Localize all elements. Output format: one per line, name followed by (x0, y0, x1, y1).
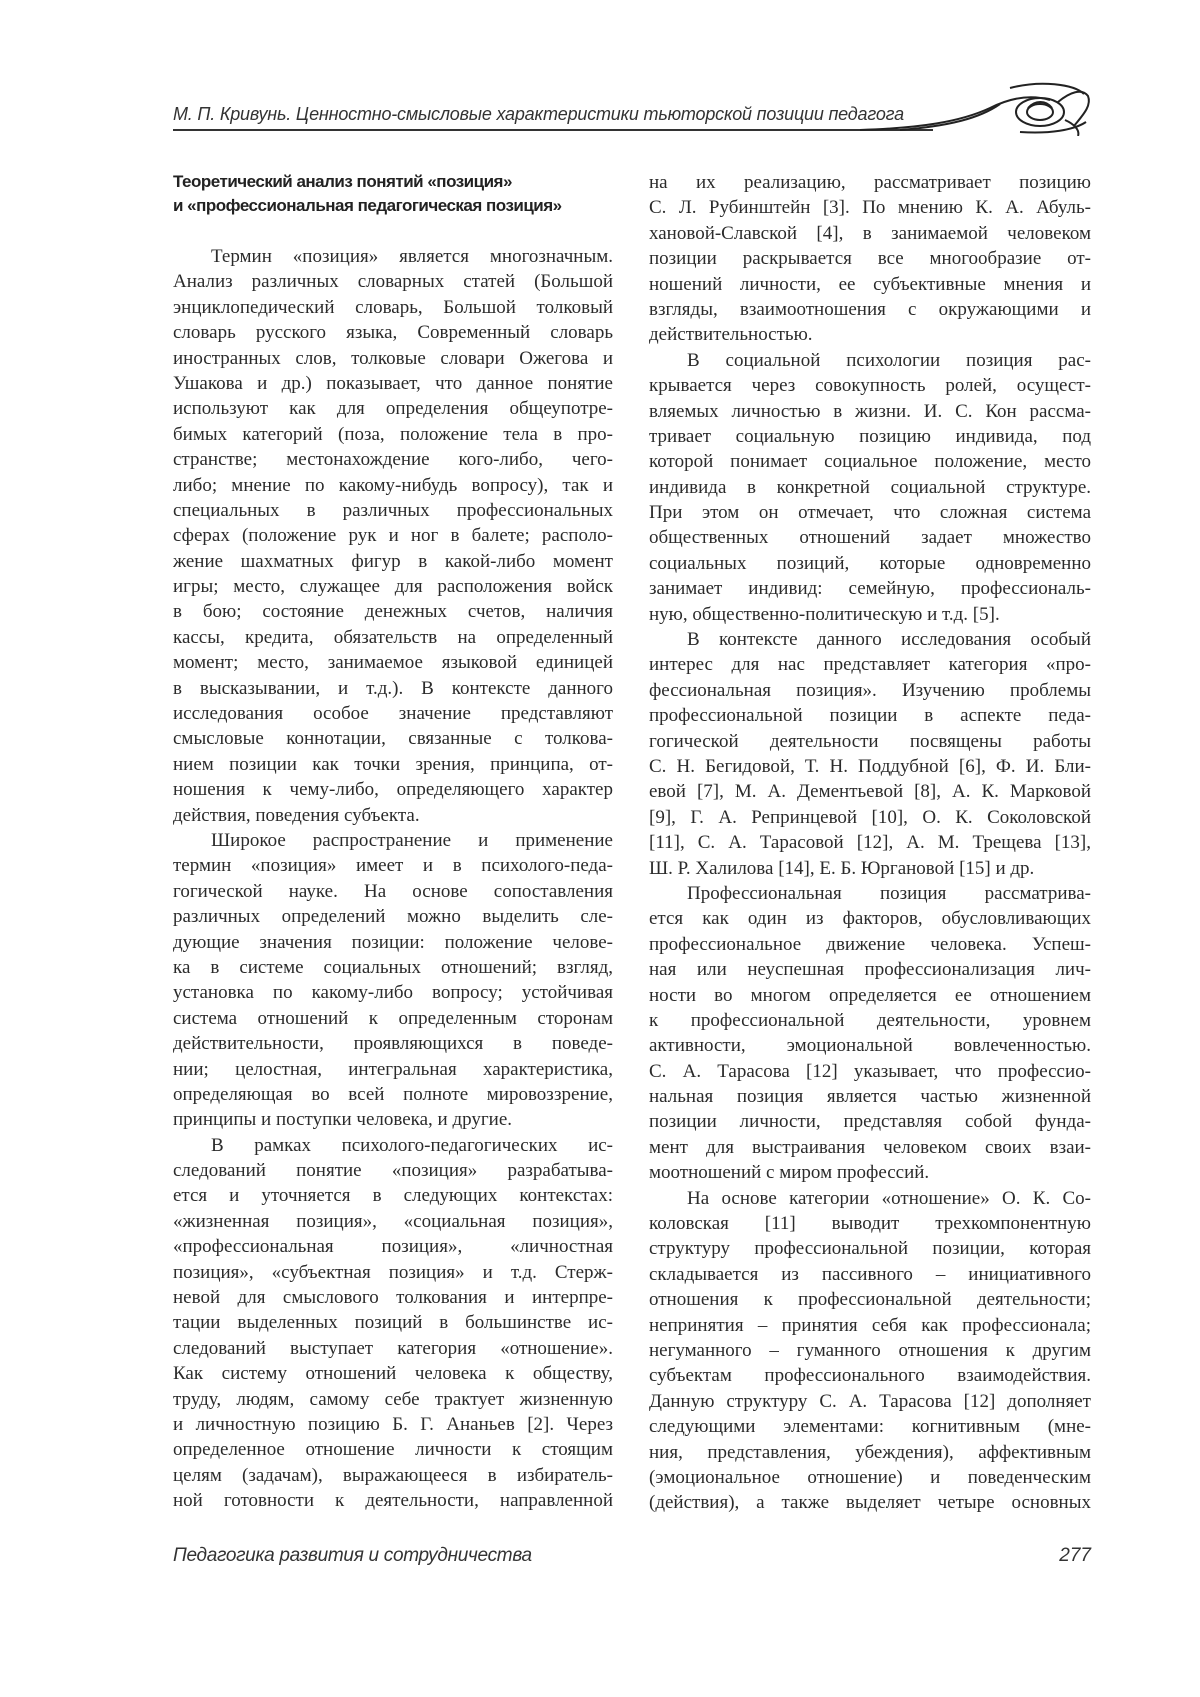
text-line: позиции раскрывается все многообразие от- (649, 248, 1091, 270)
text-line: используют как для определения общеупотре- (173, 398, 613, 420)
text-line: ная или неуспешная профессионализация лич- (649, 959, 1091, 981)
text-line: ется как один из факторов, обусловливающих (649, 908, 1091, 930)
text-line: коловская [11] выводит трехкомпонентную (649, 1213, 1091, 1235)
text-line: жение шахматных фигур в какой-либо момент (173, 550, 613, 572)
text-line: тривает социальную позицию индивида, под (649, 425, 1091, 447)
running-head: М. П. Кривунь. Ценностно-смысловые характеристики тьюторской позиции педагога (173, 104, 904, 124)
text-line: Ушакова и др.) показывает, что данное понятие (173, 372, 613, 394)
text-line: в высказывании, и т.д.). В контексте данного (173, 677, 613, 699)
text-line: позиция», «субъектная позиция» и т.д. Стерж- (173, 1261, 613, 1283)
page-number: 277 (1059, 1545, 1091, 1566)
text-line: (эмоциональное отношение) и поведенческим (649, 1466, 1091, 1488)
text-line: ношения к чему-либо, определяющего характер (173, 779, 613, 801)
text-line: действительности, проявляющихся в поведе- (173, 1033, 613, 1055)
text-line: крывается через совокупность ролей, осущест- (649, 375, 1091, 397)
text-line: энциклопедический словарь, Большой толковый (173, 296, 613, 318)
text-line: складывается из пассивного – инициативного (649, 1263, 1091, 1285)
text-line: В социальной психологии позиция рас- (687, 349, 1091, 371)
text-line: словарь русского языка, Современный словарь (173, 322, 613, 344)
text-line: С. Л. Рубинштейн [3]. По мнению К. А. Абуль- (649, 197, 1091, 219)
text-line: субъектам профессионального взаимодействия. (649, 1365, 1091, 1387)
text-line: и личностную позицию Б. Г. Ананьев [2]. Через (173, 1413, 613, 1435)
text-line: «жизненная позиция», «социальная позиция», (173, 1210, 613, 1232)
art-nouveau-ornament-icon (860, 82, 1092, 136)
text-line: хановой-Славской [4], в занимаемой человеком (649, 222, 1091, 244)
text-line: различных определений можно выделить сле- (173, 906, 613, 928)
text-line: активности, эмоциональной вовлеченностью. (649, 1035, 1091, 1057)
text-line: ной готовности к деятельности, направленной (173, 1490, 613, 1512)
text-line: В рамках психолого-педагогических ис- (211, 1134, 613, 1156)
text-line: специальных в различных профессиональных (173, 499, 613, 521)
text-line: система отношений к определенным сторонам (173, 1007, 613, 1029)
text-line: бимых категорий (поза, положение тела в про- (173, 423, 613, 445)
text-line: термин «позиция» имеет и в психолого-педа- (173, 855, 613, 877)
text-line: занимает индивид: семейную, профессиональ- (649, 578, 1091, 600)
text-line: принципы и поступки человека, и другие. (173, 1109, 513, 1131)
text-line: тации выделенных позиций в большинстве ис- (173, 1312, 613, 1334)
text-line: сферах (положение рук и ног в балете; располо- (173, 525, 613, 547)
header-rule (173, 129, 933, 131)
paragraph (649, 627, 1091, 881)
text-line: Данную структуру С. А. Тарасова [12] дополняет (649, 1390, 1091, 1412)
text-line: ношений личности, ее субъективные мнения и (649, 273, 1091, 295)
text-line: ности во многом определяется ее отношением (649, 984, 1091, 1006)
text-line: определенное отношение личности к стоящим (173, 1439, 613, 1461)
text-line: странстве; местонахождение кого-либо, чего- (173, 449, 613, 471)
text-line: исследования особое значение представляют (173, 703, 613, 725)
paragraph (649, 1186, 1091, 1516)
text-line: Как систему отношений человека к обществу, (173, 1363, 613, 1385)
text-line: нием позиции как точки зрения, принципа, от- (173, 753, 613, 775)
text-line: индивида в конкретной социальной структуре. (649, 476, 1091, 498)
text-line: фессиональная позиция». Изучению проблемы (649, 679, 1091, 701)
text-line: на их реализацию, рассматривает позицию (649, 172, 1091, 193)
text-line: невой для смыслового толкования и интерпре- (173, 1287, 613, 1309)
text-line: евой [7], М. А. Дементьевой [8], А. К. Марковой (649, 781, 1091, 803)
text-line: «профессиональная позиция», «личностная (173, 1236, 613, 1258)
text-line: определяющая во всей полноте мировоззрение, (173, 1083, 613, 1105)
text-line: нии; целостная, интегральная характеристика, (173, 1058, 613, 1080)
text-line: Широкое распространение и применение (211, 829, 613, 851)
text-line: смысловые коннотации, связанные с толкова- (173, 728, 613, 750)
text-line: [11], С. А. Тарасовой [12], А. М. Трещева [13], (649, 832, 1091, 854)
text-line: (действия), а также выделяет четыре основных (649, 1492, 1091, 1514)
text-line: нальная позиция является частью жизненной (649, 1086, 1091, 1108)
section-heading-line: и «профессиональная педагогическая позиция» (173, 196, 562, 215)
text-line: дующие значения позиции: положение челове- (173, 931, 613, 953)
text-line: общественных отношений задает множество (649, 527, 1091, 549)
text-line: Ш. Р. Халилова [14], Е. Б. Юргановой [15] и др. (649, 857, 1035, 879)
text-line: момент; место, занимаемое языковой единицей (173, 652, 613, 674)
text-line: гогической деятельности посвящены работы (649, 730, 1091, 752)
footer-journal-title: Педагогика развития и сотрудничества (173, 1545, 532, 1566)
text-line: взгляды, взаимоотношения с окружающими и (649, 298, 1091, 320)
left-column (173, 244, 613, 1514)
text-line: кассы, кредита, обязательств на определенный (173, 626, 613, 648)
text-line: моотношений с миром профессий. (649, 1162, 930, 1184)
text-line: которой понимает социальное положение, место (649, 451, 1091, 473)
paragraph (173, 828, 613, 1133)
text-line: ка в системе социальных отношений; взгляд, (173, 956, 613, 978)
text-line: в бою; состояние денежных счетов, наличия (173, 601, 613, 623)
text-line: С. А. Тарасова [12] указывает, что профессио- (649, 1060, 1091, 1082)
section-heading-line: Теоретический анализ понятий «позиция» (173, 172, 512, 191)
text-line: игры; место, служащее для расположения войск (173, 576, 613, 598)
text-line: На основе категории «отношение» О. К. Со- (687, 1187, 1091, 1209)
text-line: труду, людям, самому себе трактует жизненную (173, 1388, 613, 1410)
text-line: вляемых личностью в жизни. И. С. Кон рассма- (649, 400, 1091, 422)
text-line: ется и уточняется в следующих контекстах: (173, 1185, 613, 1207)
text-line: Анализ различных словарных статей (Большой (173, 271, 613, 293)
text-line: негуманного – гуманного отношения к другим (649, 1339, 1091, 1361)
text-line: Термин «позиция» является многозначным. (211, 246, 613, 267)
text-line: к профессиональной деятельности, уровнем (649, 1009, 1091, 1031)
text-line: интерес для нас представляет категория «про- (649, 654, 1091, 676)
text-line: [9], Г. А. Репринцевой [10], О. К. Соколовской (649, 806, 1091, 828)
text-line: следований выступает категория «отношение». (173, 1337, 613, 1359)
text-line: действия, поведения субъекта. (173, 804, 420, 826)
paragraph (173, 1133, 613, 1514)
text-line: структуру профессиональной позиции, которая (649, 1238, 1091, 1260)
text-line: гогической науке. На основе сопоставления (173, 880, 613, 902)
paragraph (649, 348, 1091, 627)
text-line: установка по какому-либо вопросу; устойчивая (173, 982, 613, 1004)
text-line: позиции личности, представляя собой фунда- (649, 1111, 1091, 1133)
text-line: целям (задачам), выражающееся в избиратель- (173, 1464, 613, 1486)
text-line: непринятия – принятия себя как профессионала; (649, 1314, 1091, 1336)
text-line: следующими элементами: когнитивным (мне- (649, 1416, 1091, 1438)
text-line: Профессиональная позиция рассматрива- (687, 882, 1091, 904)
section-heading (173, 170, 613, 218)
text-line: либо; мнение по какому-нибудь вопросу), так и (173, 474, 613, 496)
text-line: мент для выстраивания человеком своих взаи- (649, 1136, 1091, 1158)
text-line: профессиональное движение человека. Успеш- (649, 933, 1091, 955)
paragraph (649, 170, 1091, 348)
text-line: С. Н. Бегидовой, Т. Н. Поддубной [6], Ф. И. Бли- (649, 755, 1091, 777)
text-line: В контексте данного исследования особый (687, 629, 1091, 651)
text-line: ную, общественно-политическую и т.д. [5]. (649, 603, 1000, 625)
text-line: При этом он отмечает, что сложная система (649, 502, 1091, 524)
text-line: профессиональной позиции в аспекте педа- (649, 705, 1091, 727)
text-line: социальных позиций, которые одновременно (649, 552, 1091, 574)
paragraph (649, 881, 1091, 1186)
text-line: ния, представления, убеждения), аффективным (649, 1441, 1091, 1463)
paragraph (173, 244, 613, 828)
text-line: действительностью. (649, 324, 813, 346)
right-column (649, 170, 1091, 1516)
text-line: иностранных слов, толковые словари Ожегова и (173, 347, 613, 369)
text-line: следований понятие «позиция» разрабатыва- (173, 1160, 613, 1182)
text-line: отношения к профессиональной деятельности; (649, 1289, 1091, 1311)
